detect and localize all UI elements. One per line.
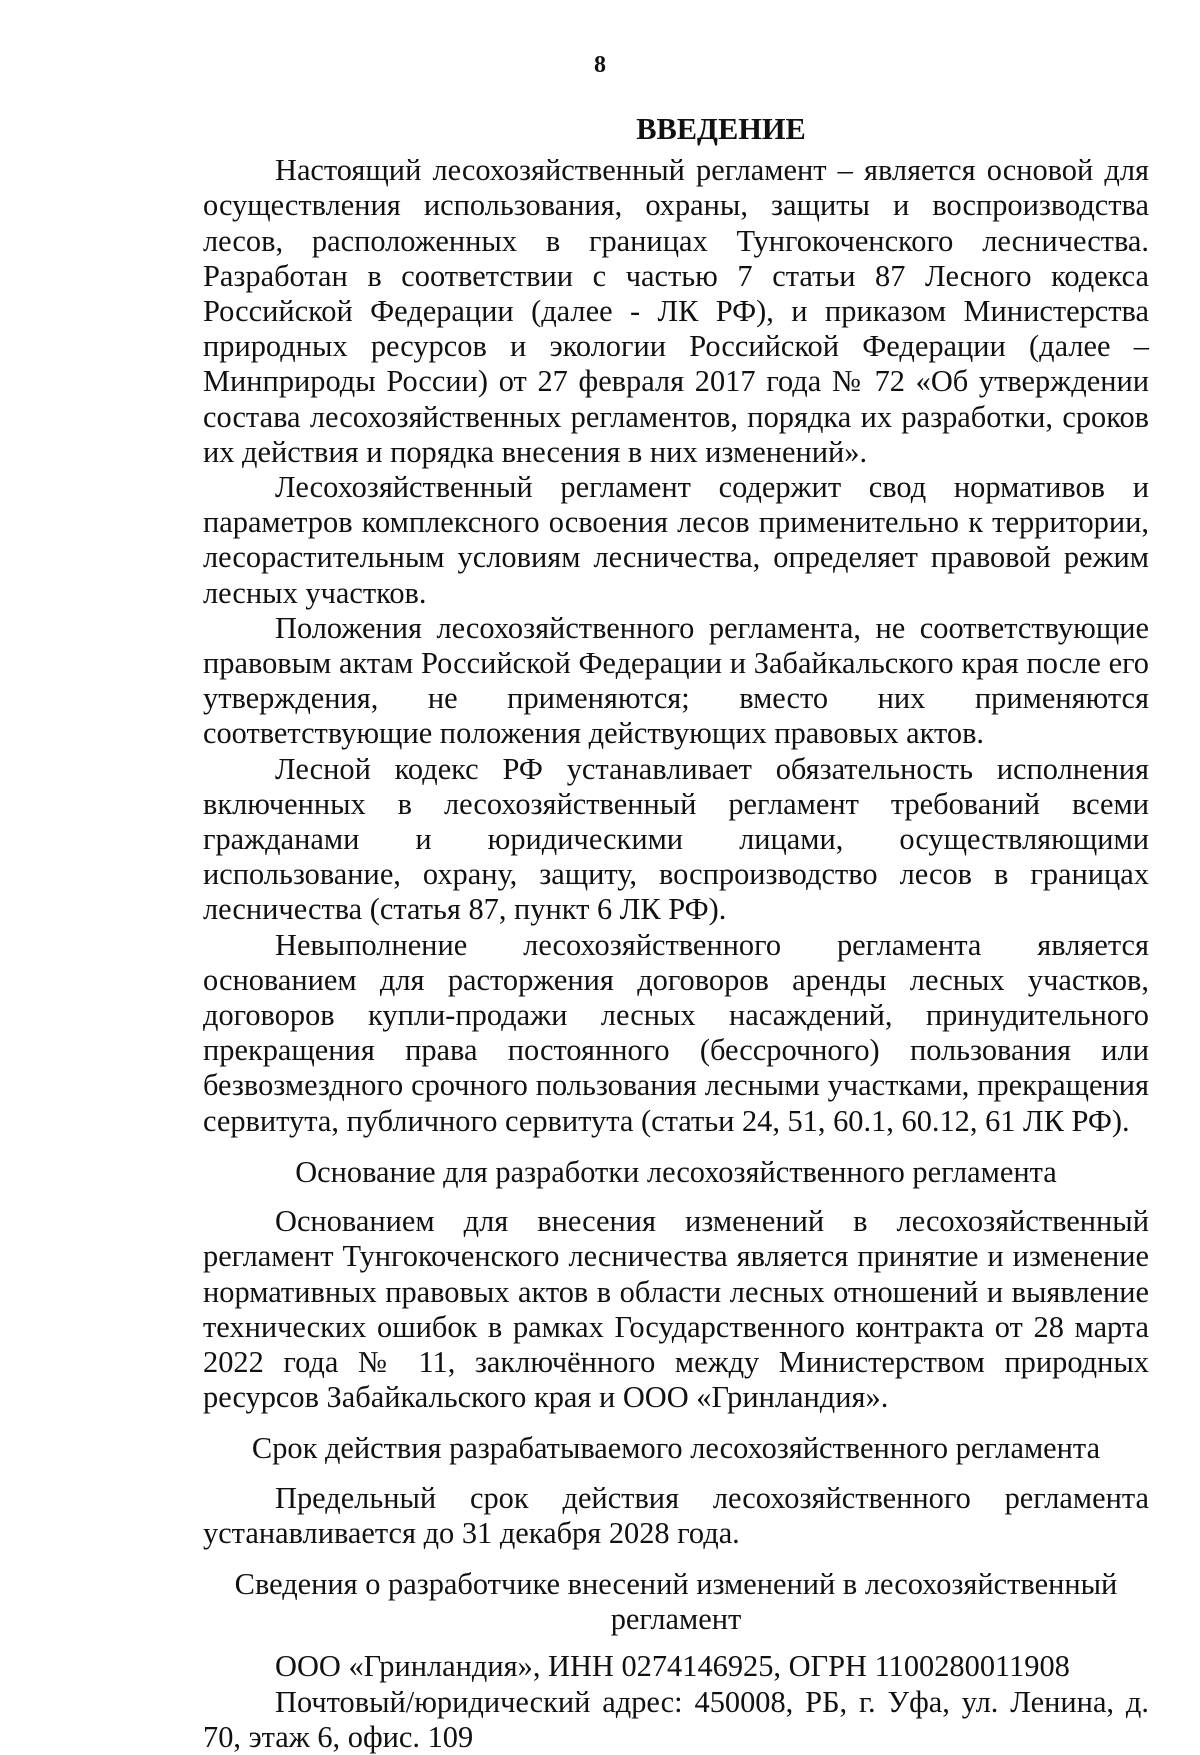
- developer-details: ООО «Гринландия», ИНН 0274146925, ОГРН 1100280011908: [275, 1649, 1070, 1684]
- intro-paragraph-3: Положения лесохозяйственного регламента, не соответствующие правовым актам Российской Федерации и Забайкальского края после его утверждения, не применяются; вместо них применяются соответствующие положения действующих правовых актов.: [203, 610, 1149, 751]
- term-paragraph: Предельный срок действия лесохозяйственного регламента устанавливается до 31 декабря 2028 года.: [203, 1480, 1149, 1550]
- intro-paragraph-1: Настоящий лесохозяйственный регламент – является основой для осуществления использования, охраны, защиты и воспроизводства лесов, расположенных в границах Тунгокоченского лесничества. Разработан в соответствии с частью 7 статьи 87 Лесного кодекса Российской Федерации (далее - ЛК РФ), и приказом Министерства природных ресурсов и экологии Российской Федерации (далее – Минприроды России) от 27 февраля 2017 года № 72 «Об утверждении состава лесохозяйственных регламентов, порядка их разработки, сроков их действия и порядка внесения в них изменений».: [203, 153, 1149, 469]
- intro-paragraph-2: Лесохозяйственный регламент содержит свод нормативов и параметров комплексного освоения лесов применительно к территории, лесорастительным условиям лесничества, определяет правовой режим лесных участков.: [203, 470, 1149, 610]
- intro-paragraph-4: Лесной кодекс РФ устанавливает обязательность исполнения включенных в лесохозяйственный регламент требований всеми гражданами и юридическими лицами, осуществляющими использование, охрану, защиту, воспроизводство лесов в границах лесничества (статья 87, пункт 6 ЛК РФ).: [203, 751, 1149, 927]
- basis-paragraph: Основанием для внесения изменений в лесохозяйственный регламент Тунгокоченского лесничества является принятие и изменение нормативных правовых актов в области лесных отношений и выявление технических ошибок в рамках Государственного контракта от 28 марта 2022 года № 11, заключённого между Министерством природных ресурсов Забайкальского края и ООО «Гринландия».: [203, 1204, 1149, 1415]
- basis-section-title: Основание для разработки лесохозяйственного регламента: [295, 1154, 1057, 1189]
- page-title: ВВЕДЕНИЕ: [636, 112, 806, 146]
- term-section-title: Срок действия разрабатываемого лесохозяйственного регламента: [251, 1431, 1101, 1466]
- developer-address: Почтовый/юридический адрес: 450008, РБ, г. Уфа, ул. Ленина, д. 70, этаж 6, офис. 109: [203, 1684, 1149, 1754]
- developer-section-title: Сведения о разработчике внесений изменений в лесохозяйственный регламент: [234, 1566, 1118, 1637]
- page-number: 8: [594, 52, 606, 78]
- page-content: [203, 112, 1149, 1755]
- intro-paragraph-5: Невыполнение лесохозяйственного регламента является основанием для расторжения договоров аренды лесных участков, договоров купли-продажи лесных насаждений, принудительного прекращения права постоянного (бессрочного) пользования или безвозмездного срочного пользования лесными участками, прекращения сервитута, публичного сервитута (статьи 24, 51, 60.1, 60.12, 61 ЛК РФ).: [203, 927, 1149, 1138]
